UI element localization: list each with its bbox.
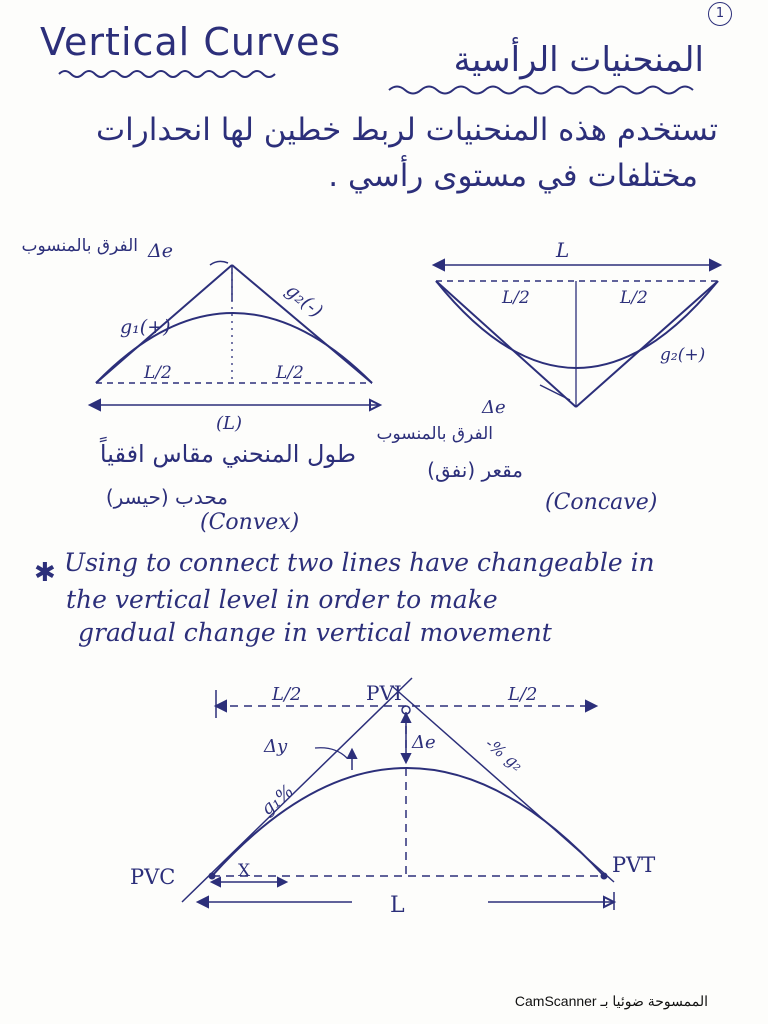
convex-length-arabic: طول المنحني مقاس افقياً bbox=[99, 440, 356, 468]
note-line-1: Using to connect two lines have changeable in bbox=[64, 548, 655, 577]
concave-length: L bbox=[556, 238, 570, 262]
title-arabic: المنحنيات الرأسية bbox=[453, 40, 704, 80]
main-g1: g₁% bbox=[256, 780, 298, 820]
note-line-3: gradual change in vertical movement bbox=[78, 618, 552, 647]
concave-half-left: L/2 bbox=[502, 288, 530, 308]
convex-type-arabic: محدب (حيسر) bbox=[105, 485, 228, 509]
intro-arabic-line-2: مختلفات في مستوى رأسي . bbox=[328, 158, 698, 194]
convex-half-right: L/2 bbox=[276, 363, 304, 383]
main-pvc: PVC bbox=[130, 865, 176, 889]
note-line-2: the vertical level in order to make bbox=[66, 585, 498, 614]
main-x: X bbox=[238, 861, 251, 881]
main-pvi: PVI bbox=[366, 681, 402, 705]
title-underline-arabic bbox=[385, 82, 715, 100]
concave-type-arabic: مقعر (نفق) bbox=[427, 458, 523, 482]
concave-delta-e-arabic: الفرق بالمنسوب bbox=[376, 424, 493, 444]
title-english: Vertical Curves bbox=[40, 20, 342, 64]
convex-half-left: L/2 bbox=[144, 363, 172, 383]
convex-length: (L) bbox=[216, 413, 242, 434]
convex-delta-e: Δe bbox=[148, 240, 173, 262]
vertical-curve-main-diagram bbox=[120, 670, 656, 930]
convex-g2: g₂(-) bbox=[281, 279, 328, 323]
concave-half-right: L/2 bbox=[620, 288, 648, 308]
concave-type-english: (Concave) bbox=[545, 490, 658, 515]
intro-arabic-line-1: تستخدم هذه المنحنيات لربط خطين لها انحدارات bbox=[95, 112, 718, 148]
convex-g1: g₁(+) bbox=[120, 316, 171, 338]
concave-g2: g₂(+) bbox=[660, 345, 706, 365]
convex-type-english: (Convex) bbox=[200, 510, 300, 535]
title-underline-english bbox=[55, 66, 295, 80]
main-half-left: L/2 bbox=[272, 684, 302, 705]
note-asterisk: ✱ bbox=[34, 558, 56, 588]
main-delta-y: Δy bbox=[264, 736, 288, 757]
page-number: 1 bbox=[708, 2, 732, 26]
main-half-right: L/2 bbox=[508, 684, 538, 705]
main-g2: -% g₂ bbox=[481, 733, 527, 775]
concave-delta-e: Δe bbox=[482, 397, 506, 418]
main-pvt: PVT bbox=[612, 853, 656, 877]
main-length: L bbox=[390, 893, 405, 918]
main-delta-e: Δe bbox=[412, 732, 436, 753]
convex-delta-e-arabic: الفرق بالمنسوب bbox=[21, 236, 138, 256]
scanner-footer: CamScanner الممسوحة ضوئيا بـ bbox=[514, 993, 708, 1009]
concave-curve-diagram bbox=[420, 235, 740, 495]
